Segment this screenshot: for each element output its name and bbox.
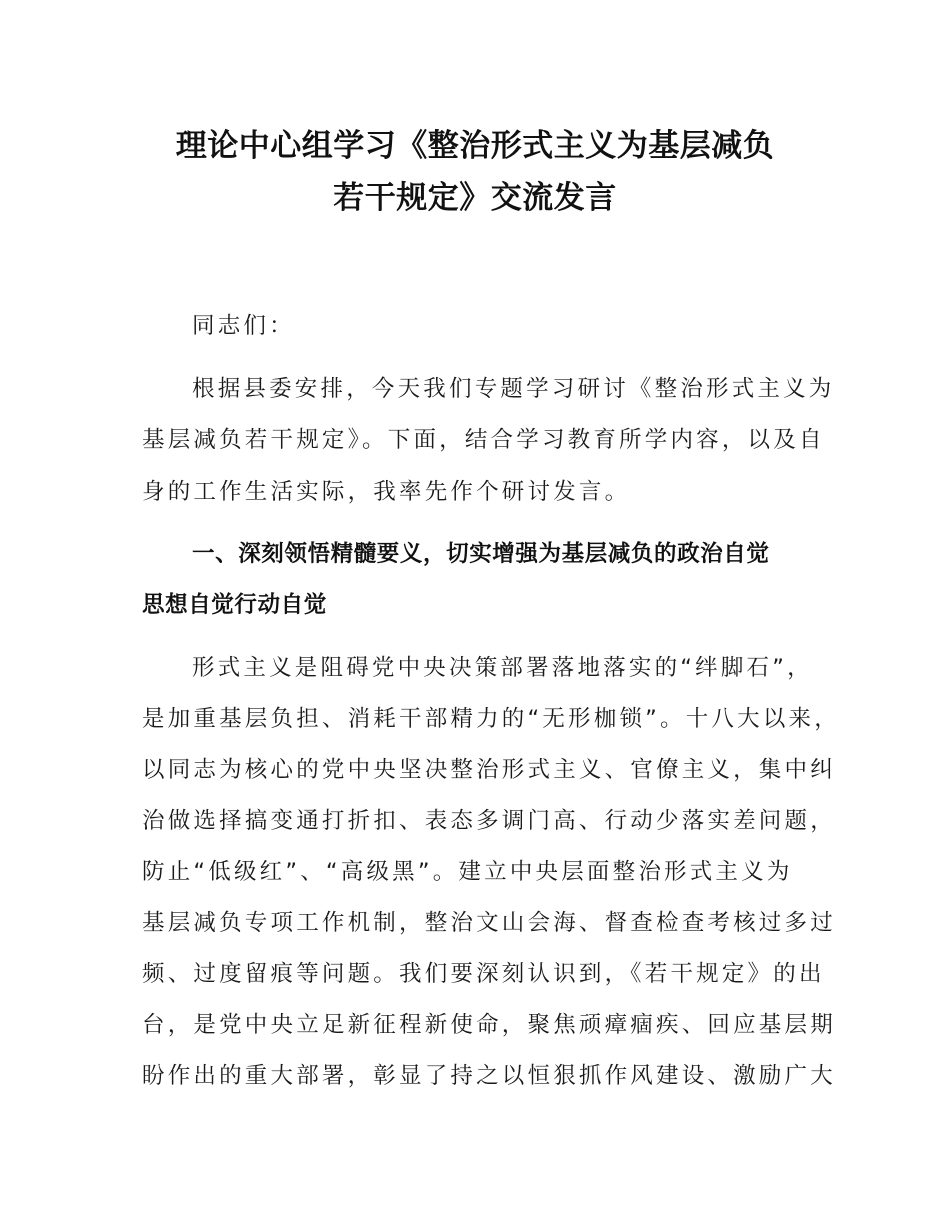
body-paragraph-line: 以同志为核心的党中央坚决整治形式主义、官僚主义，集中纠 — [142, 757, 836, 783]
section-heading-line: 一、深刻领悟精髓要义，切实增强为基层减负的政治自觉 — [192, 541, 770, 567]
intro-paragraph-line: 身的工作生活实际，我率先作个研讨发言。 — [142, 479, 631, 505]
body-paragraph-line: 频、过度留痕等问题。我们要深刻认识到，《若干规定》的出 — [142, 961, 825, 987]
body-paragraph-line: 台，是党中央立足新征程新使命，聚焦顽瘴痼疾、回应基层期 — [142, 1012, 836, 1038]
body-paragraph-line: 盼作出的重大部署，彰显了持之以恒狠抓作风建设、激励广大 — [142, 1063, 836, 1089]
intro-paragraph-line: 根据县委安排，今天我们专题学习研讨《整治形式主义为 — [192, 376, 835, 402]
intro-paragraph-line: 基层减负若干规定》。下面，结合学习教育所学内容，以及自 — [142, 427, 825, 453]
body-paragraph-line: 是加重基层负担、消耗干部精力的“无形枷锁”。十八大以来， — [142, 706, 840, 732]
body-paragraph-line: 基层减负专项工作机制，整治文山会海、督查检查考核过多过 — [142, 910, 836, 936]
salutation: 同志们： — [192, 313, 295, 339]
section-heading-line: 思想自觉行动自觉 — [142, 592, 327, 618]
document-title-line-1: 理论中心组学习《整治形式主义为基层减负 — [175, 128, 775, 164]
body-paragraph-line: 防止“低级红”、“高级黑”。建立中央层面整治形式主义为 — [142, 859, 793, 885]
body-paragraph-line: 治做选择搞变通打折扣、表态多调门高、行动少落实差问题， — [142, 808, 836, 834]
body-paragraph-line: 形式主义是阻碍党中央决策部署落地落实的“绊脚石”， — [192, 655, 813, 681]
document-title-line-2: 若干规定》交流发言 — [333, 180, 617, 216]
